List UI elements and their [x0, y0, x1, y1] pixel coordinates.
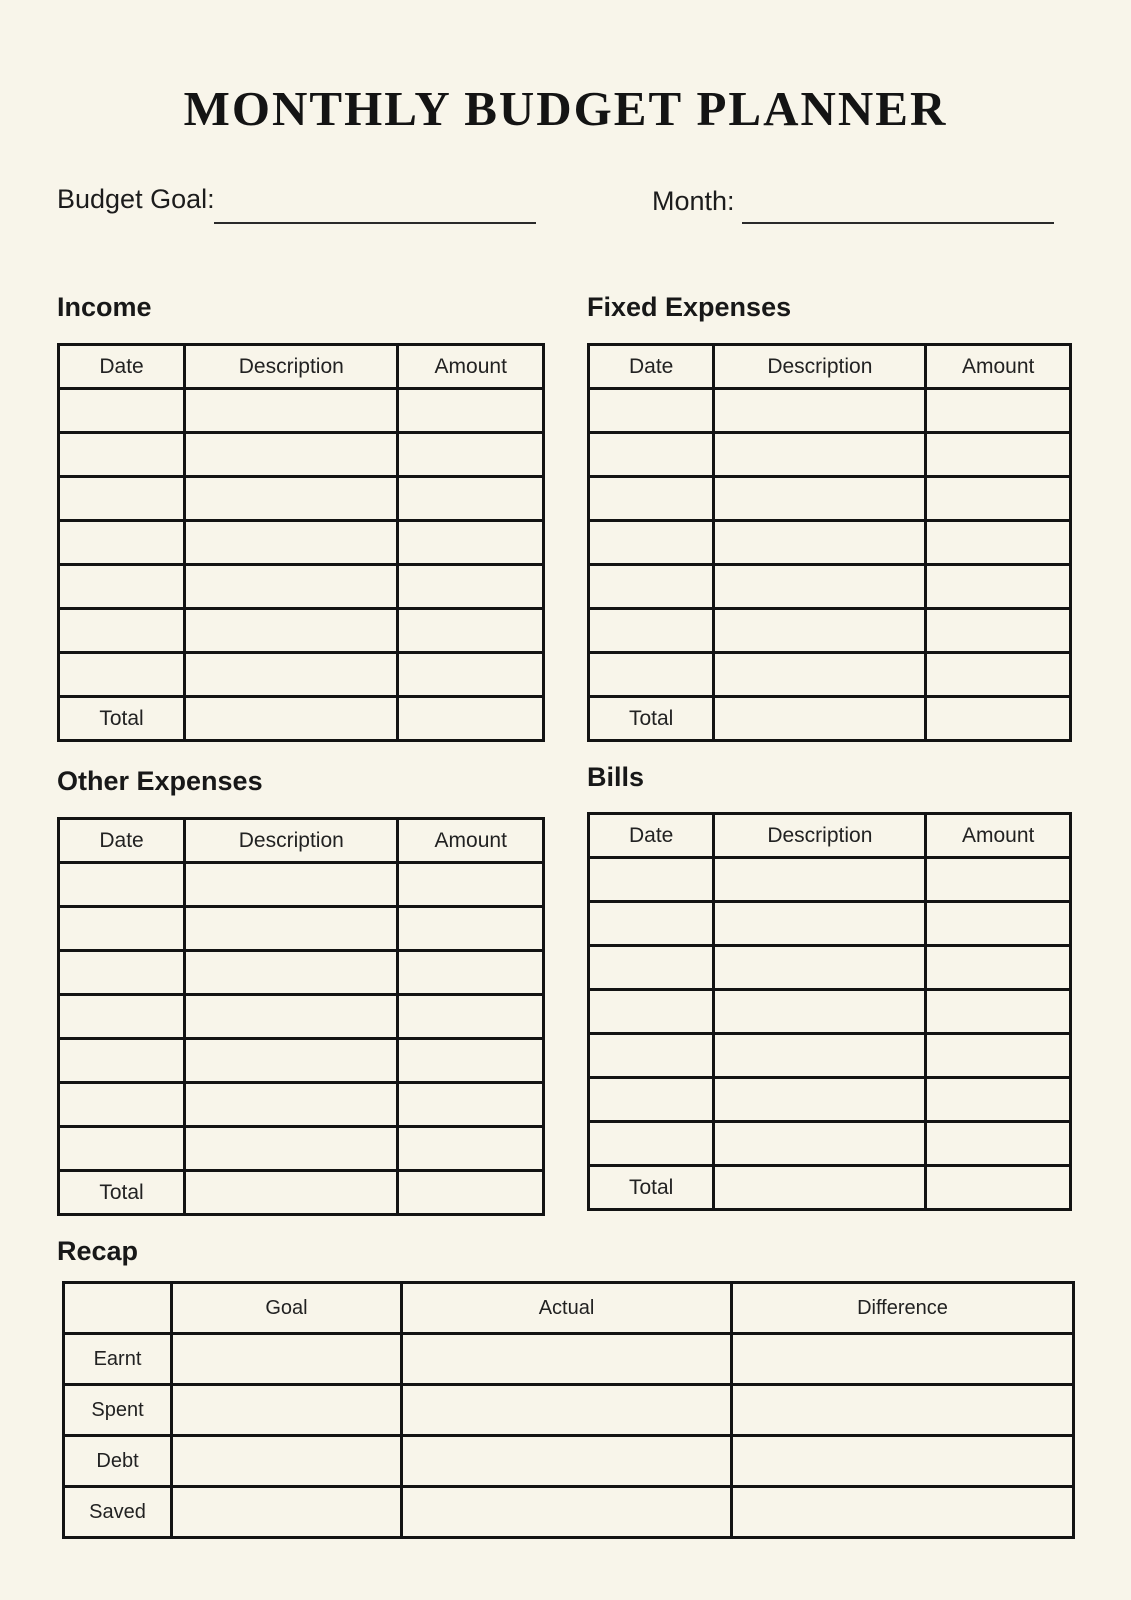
blank-cell: [398, 609, 544, 653]
income-total-label: Total: [59, 697, 185, 741]
recap-column-header-difference: Difference: [732, 1283, 1074, 1334]
blank-cell: [926, 477, 1071, 521]
recap-debt-actual-cell: [402, 1436, 732, 1487]
bills-section-title: Bills: [587, 762, 645, 792]
recap-row-label-debt: Debt: [64, 1436, 172, 1487]
blank-cell: [398, 521, 544, 565]
blank-cell: [59, 521, 185, 565]
recap-section-title: Recap: [57, 1236, 139, 1266]
recap-row-earnt: [64, 1334, 1074, 1385]
blank-cell: [589, 946, 714, 990]
other-expenses-column-header-description: Description: [185, 819, 398, 863]
blank-cell: [589, 521, 714, 565]
other-expenses-section-title: Other Expenses: [57, 766, 263, 796]
recap-column-header-actual: Actual: [402, 1283, 732, 1334]
blank-cell: [714, 565, 926, 609]
other-expenses-table: [57, 817, 545, 1216]
blank-cell: [185, 565, 398, 609]
blank-cell: [926, 521, 1071, 565]
budget-goal-fill-in-line: [214, 222, 536, 224]
bills-table: [587, 812, 1072, 1211]
recap-debt-goal-cell: [172, 1436, 402, 1487]
blank-cell: [714, 433, 926, 477]
bills-column-header-date: Date: [589, 814, 714, 858]
blank-cell: [398, 565, 544, 609]
bills-total-row: [589, 1166, 1071, 1210]
blank-cell: [398, 995, 544, 1039]
income-table: [57, 343, 545, 742]
recap-spent-actual-cell: [402, 1385, 732, 1436]
blank-entry-row: [59, 609, 544, 653]
blank-cell: [926, 433, 1071, 477]
fixed-expenses-total-description-cell: [714, 697, 926, 741]
blank-entry-row: [589, 946, 1071, 990]
recap-earnt-actual-cell: [402, 1334, 732, 1385]
blank-cell: [59, 653, 185, 697]
blank-cell: [185, 477, 398, 521]
income-column-header-amount: Amount: [398, 345, 544, 389]
blank-cell: [185, 389, 398, 433]
blank-cell: [589, 1034, 714, 1078]
blank-cell: [185, 995, 398, 1039]
blank-entry-row: [59, 951, 544, 995]
blank-entry-row: [59, 1039, 544, 1083]
blank-cell: [59, 907, 185, 951]
blank-entry-row: [589, 902, 1071, 946]
blank-cell: [59, 565, 185, 609]
fixed-expenses-column-header-date: Date: [589, 345, 714, 389]
blank-entry-row: [589, 477, 1071, 521]
blank-cell: [398, 1083, 544, 1127]
recap-row-label-spent: Spent: [64, 1385, 172, 1436]
blank-entry-row: [59, 1083, 544, 1127]
other-expenses-column-header-amount: Amount: [398, 819, 544, 863]
blank-cell: [714, 521, 926, 565]
blank-cell: [926, 946, 1071, 990]
blank-cell: [714, 1122, 926, 1166]
blank-cell: [398, 433, 544, 477]
blank-cell: [926, 990, 1071, 1034]
blank-entry-row: [589, 653, 1071, 697]
blank-cell: [714, 946, 926, 990]
income-total-amount-cell: [398, 697, 544, 741]
recap-row-spent: [64, 1385, 1074, 1436]
blank-cell: [185, 521, 398, 565]
blank-cell: [398, 863, 544, 907]
blank-entry-row: [589, 1078, 1071, 1122]
blank-entry-row: [59, 995, 544, 1039]
income-total-row: [59, 697, 544, 741]
blank-entry-row: [589, 1034, 1071, 1078]
income-section-title: Income: [57, 292, 152, 322]
blank-cell: [185, 863, 398, 907]
blank-cell: [185, 1127, 398, 1171]
blank-cell: [926, 653, 1071, 697]
blank-cell: [589, 653, 714, 697]
blank-cell: [59, 995, 185, 1039]
blank-cell: [59, 433, 185, 477]
recap-saved-difference-cell: [732, 1487, 1074, 1538]
blank-cell: [185, 433, 398, 477]
recap-saved-actual-cell: [402, 1487, 732, 1538]
other-expenses-total-row: [59, 1171, 544, 1215]
other-expenses-total-description-cell: [185, 1171, 398, 1215]
fixed-expenses-table: [587, 343, 1072, 742]
fixed-expenses-column-header-description: Description: [714, 345, 926, 389]
blank-cell: [714, 902, 926, 946]
blank-entry-row: [59, 433, 544, 477]
blank-entry-row: [59, 1127, 544, 1171]
blank-entry-row: [59, 389, 544, 433]
fixed-expenses-total-label: Total: [589, 697, 714, 741]
fixed-expenses-total-amount-cell: [926, 697, 1071, 741]
blank-entry-row: [59, 653, 544, 697]
recap-debt-difference-cell: [732, 1436, 1074, 1487]
blank-entry-row: [589, 565, 1071, 609]
blank-cell: [926, 565, 1071, 609]
recap-row-label-earnt: Earnt: [64, 1334, 172, 1385]
blank-cell: [398, 389, 544, 433]
blank-cell: [589, 990, 714, 1034]
blank-cell: [398, 1039, 544, 1083]
blank-cell: [589, 477, 714, 521]
blank-cell: [59, 1083, 185, 1127]
blank-cell: [926, 1122, 1071, 1166]
blank-entry-row: [589, 521, 1071, 565]
blank-cell: [185, 1083, 398, 1127]
blank-cell: [926, 389, 1071, 433]
blank-cell: [398, 1127, 544, 1171]
blank-entry-row: [589, 1122, 1071, 1166]
blank-entry-row: [59, 521, 544, 565]
recap-table: [62, 1281, 1075, 1539]
blank-cell: [714, 990, 926, 1034]
blank-cell: [398, 951, 544, 995]
other-expenses-total-amount-cell: [398, 1171, 544, 1215]
bills-column-header-amount: Amount: [926, 814, 1071, 858]
blank-cell: [59, 1039, 185, 1083]
blank-cell: [185, 951, 398, 995]
blank-cell: [926, 858, 1071, 902]
blank-cell: [398, 907, 544, 951]
income-total-description-cell: [185, 697, 398, 741]
recap-row-label-saved: Saved: [64, 1487, 172, 1538]
blank-cell: [589, 565, 714, 609]
blank-cell: [714, 609, 926, 653]
fixed-expenses-total-row: [589, 697, 1071, 741]
blank-cell: [589, 433, 714, 477]
blank-cell: [714, 858, 926, 902]
blank-cell: [714, 1034, 926, 1078]
income-column-header-description: Description: [185, 345, 398, 389]
recap-earnt-difference-cell: [732, 1334, 1074, 1385]
blank-cell: [714, 1078, 926, 1122]
blank-cell: [185, 907, 398, 951]
blank-cell: [926, 609, 1071, 653]
fixed-expenses-column-header-amount: Amount: [926, 345, 1071, 389]
blank-cell: [714, 477, 926, 521]
other-expenses-column-header-date: Date: [59, 819, 185, 863]
recap-earnt-goal-cell: [172, 1334, 402, 1385]
other-expenses-total-label: Total: [59, 1171, 185, 1215]
fixed-expenses-section-title: Fixed Expenses: [587, 292, 792, 322]
blank-entry-row: [589, 389, 1071, 433]
blank-entry-row: [589, 858, 1071, 902]
budget-goal-label: Budget Goal:: [57, 184, 215, 214]
recap-column-header-blank: [64, 1283, 172, 1334]
blank-entry-row: [589, 609, 1071, 653]
bills-total-description-cell: [714, 1166, 926, 1210]
blank-cell: [926, 902, 1071, 946]
blank-cell: [59, 609, 185, 653]
blank-entry-row: [59, 477, 544, 521]
page-title: MONTHLY BUDGET PLANNER: [183, 81, 948, 136]
blank-cell: [589, 1122, 714, 1166]
blank-cell: [589, 389, 714, 433]
blank-cell: [59, 1127, 185, 1171]
recap-column-header-goal: Goal: [172, 1283, 402, 1334]
bills-total-amount-cell: [926, 1166, 1071, 1210]
month-label: Month:: [652, 186, 735, 216]
blank-cell: [926, 1078, 1071, 1122]
income-column-header-date: Date: [59, 345, 185, 389]
blank-cell: [59, 863, 185, 907]
blank-entry-row: [59, 907, 544, 951]
blank-entry-row: [59, 863, 544, 907]
blank-cell: [185, 653, 398, 697]
blank-entry-row: [589, 990, 1071, 1034]
blank-cell: [185, 609, 398, 653]
blank-entry-row: [59, 565, 544, 609]
recap-header-row: [64, 1283, 1074, 1334]
blank-cell: [185, 1039, 398, 1083]
blank-cell: [714, 389, 926, 433]
recap-spent-goal-cell: [172, 1385, 402, 1436]
recap-spent-difference-cell: [732, 1385, 1074, 1436]
blank-cell: [926, 1034, 1071, 1078]
blank-cell: [589, 609, 714, 653]
other-expenses-header-row: [59, 819, 544, 863]
blank-cell: [59, 389, 185, 433]
income-header-row: [59, 345, 544, 389]
blank-cell: [589, 858, 714, 902]
blank-cell: [398, 477, 544, 521]
blank-cell: [589, 1078, 714, 1122]
blank-cell: [714, 653, 926, 697]
recap-saved-goal-cell: [172, 1487, 402, 1538]
bills-header-row: [589, 814, 1071, 858]
recap-row-saved: [64, 1487, 1074, 1538]
month-fill-in-line: [742, 222, 1054, 224]
blank-entry-row: [589, 433, 1071, 477]
blank-cell: [398, 653, 544, 697]
blank-cell: [589, 902, 714, 946]
blank-cell: [59, 951, 185, 995]
bills-total-label: Total: [589, 1166, 714, 1210]
fixed-expenses-header-row: [589, 345, 1071, 389]
bills-column-header-description: Description: [714, 814, 926, 858]
blank-cell: [59, 477, 185, 521]
recap-row-debt: [64, 1436, 1074, 1487]
